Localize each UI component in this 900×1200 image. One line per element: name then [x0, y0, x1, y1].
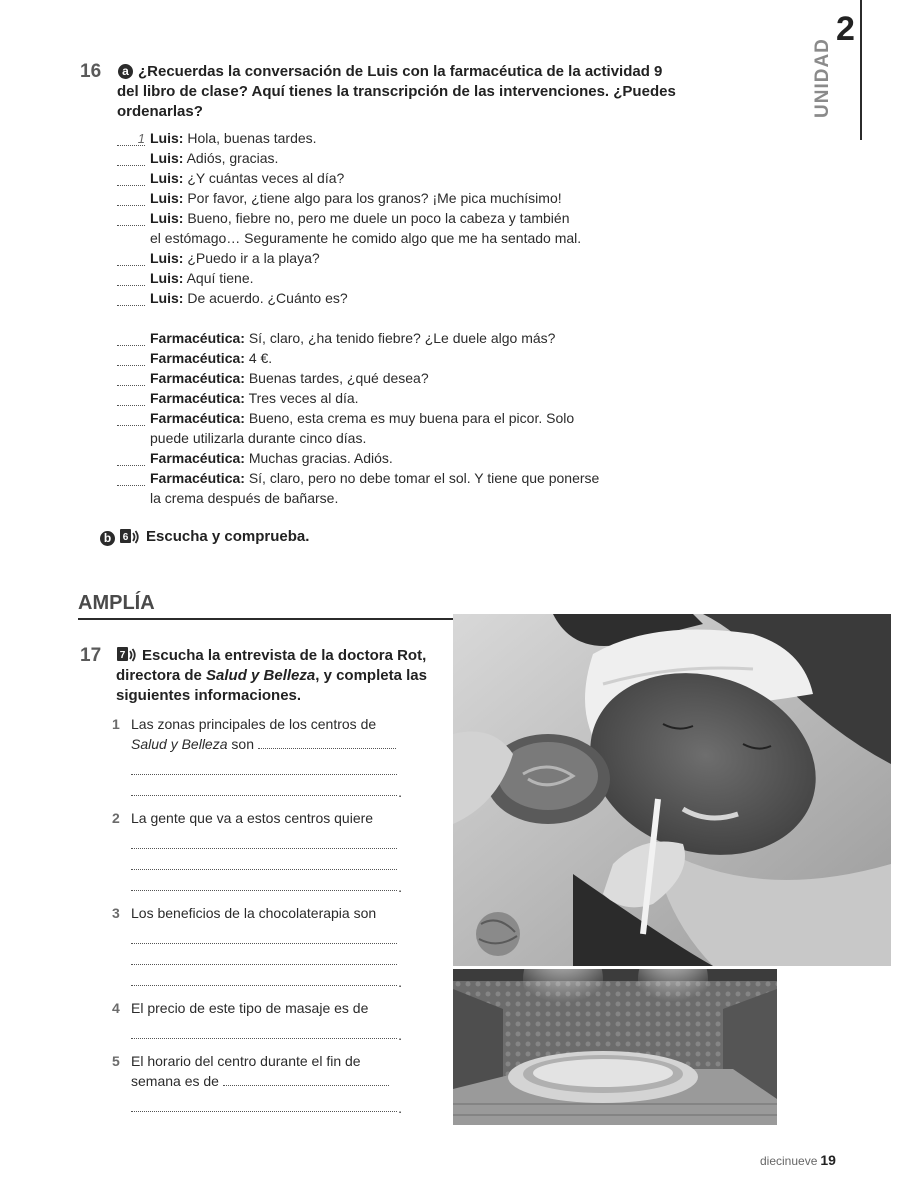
badge-a: a: [118, 64, 133, 79]
pharmacist-line-continuation: puede utilizarla durante cinco días.: [150, 430, 367, 446]
speaker-luis: Luis:: [150, 130, 184, 146]
order-slot[interactable]: [117, 172, 145, 186]
luis-line: [117, 248, 657, 268]
question-item: [112, 808, 412, 891]
page-number: 19: [820, 1152, 836, 1168]
exercise-17-number: 17: [80, 645, 102, 666]
order-slot[interactable]: [117, 292, 145, 306]
exercise-17-items: [112, 714, 412, 1112]
spa-facial-photo: [453, 614, 891, 966]
speaker-luis: Luis:: [150, 270, 184, 286]
speaker-luis: Luis:: [150, 150, 184, 166]
speaker-pharmacist: Farmacéutica:: [150, 350, 245, 366]
prompt-fragment: , y completa las: [315, 667, 427, 684]
badge-b: b: [100, 531, 115, 546]
exercise-16-prompt-cont: [117, 82, 677, 122]
luis-line: [117, 188, 657, 208]
item-text: La gente que va a estos centros quiere: [131, 810, 374, 826]
spa-pool-photo: [453, 969, 777, 1125]
line-text: De acuerdo. ¿Cuánto es?: [187, 290, 348, 306]
answer-line[interactable]: [131, 923, 397, 944]
pharmacist-line: [117, 468, 657, 488]
pharmacist-line-continuation: la crema después de bañarse.: [150, 490, 339, 506]
line-text: 4 €.: [248, 350, 273, 366]
line-text: Aquí tiene.: [186, 270, 254, 286]
luis-line-continuation: el estómago… Seguramente he comido algo que me ha sentado mal.: [150, 230, 582, 246]
question-item: [112, 1051, 412, 1112]
answer-line[interactable]: [131, 828, 397, 849]
section-title: AMPLÍA: [78, 592, 155, 614]
item-number: 2: [112, 810, 120, 826]
magazine-title: Salud y Belleza: [131, 736, 228, 752]
luis-line: [117, 268, 657, 288]
item-number: 5: [112, 1053, 120, 1069]
luis-line: [117, 128, 657, 148]
answer-line[interactable]: [131, 849, 397, 870]
speaker-luis: Luis:: [150, 290, 184, 306]
line-text: Sí, claro, pero no debe tomar el sol. Y tiene que ponerse: [248, 470, 600, 486]
answer-line[interactable]: [131, 965, 397, 986]
unit-number: 2: [836, 10, 855, 48]
luis-line: [117, 168, 657, 188]
prompt-line: [116, 666, 436, 686]
pharmacist-line: [117, 348, 657, 368]
item-text-2: [112, 734, 412, 754]
audio-track-number: 7: [119, 650, 126, 661]
line-text: Bueno, fiebre no, pero me duele un poco la cabeza y también: [187, 210, 570, 226]
pharmacist-line: [117, 388, 657, 408]
order-slot[interactable]: [117, 452, 145, 466]
order-slot[interactable]: [117, 252, 145, 266]
answer-line[interactable]: [131, 1091, 397, 1112]
speaker-pharmacist: Farmacéutica:: [150, 330, 245, 346]
order-slot[interactable]: [117, 372, 145, 386]
check-instruction: Escucha y comprueba.: [146, 528, 310, 545]
question-item: [112, 998, 412, 1039]
line-text: ¿Puedo ir a la playa?: [187, 250, 320, 266]
prompt-line: ¿Recuerdas la conversación de Luis con la farmacéutica de la actividad 9: [138, 63, 663, 80]
item-text-2: [112, 1071, 412, 1091]
item-fragment: son: [227, 736, 254, 752]
speaker-pharmacist: Farmacéutica:: [150, 450, 245, 466]
dialogue-lines: [117, 128, 657, 508]
order-slot[interactable]: [117, 152, 145, 166]
item-text: Los beneficios de la chocolaterapia son: [131, 905, 377, 921]
section-divider: [78, 618, 453, 620]
luis-line: [117, 208, 657, 228]
answer-line[interactable]: [131, 870, 397, 891]
answer-line[interactable]: [131, 944, 397, 965]
speaker-luis: Luis:: [150, 210, 184, 226]
prompt-line: del libro de clase? Aquí tienes la transcripción de las intervenciones. ¿Puedes: [117, 83, 676, 100]
speaker-pharmacist: Farmacéutica:: [150, 410, 245, 426]
unit-label: UNIDAD: [812, 38, 833, 118]
magazine-title: Salud y Belleza: [206, 667, 316, 684]
prompt-line: Escucha la entrevista de la doctora Rot,: [142, 647, 427, 664]
speaker-luis: Luis:: [150, 170, 184, 186]
answer-line[interactable]: [131, 775, 397, 796]
speaker-pharmacist: Farmacéutica:: [150, 390, 245, 406]
item-number: 1: [112, 716, 120, 732]
line-text: Muchas gracias. Adiós.: [248, 450, 393, 466]
line-text: Por favor, ¿tiene algo para los granos? ¡Me pica muchísimo!: [187, 190, 562, 206]
audio-track-number: 6: [122, 532, 129, 543]
line-text: Hola, buenas tardes.: [187, 130, 317, 146]
item-text: Las zonas principales de los centros de: [131, 716, 377, 732]
unit-rule: [860, 0, 862, 140]
item-text: El precio de este tipo de masaje es de: [131, 1000, 369, 1016]
question-item: [112, 903, 412, 986]
pharmacist-line: [117, 448, 657, 468]
page-word: diecinueve: [760, 1154, 818, 1168]
luis-line: [117, 288, 657, 308]
item-number: 4: [112, 1000, 120, 1016]
luis-line: [117, 148, 657, 168]
order-slot[interactable]: [117, 352, 145, 366]
page-footer: [760, 1152, 836, 1168]
line-text: Bueno, esta crema es muy buena para el picor. Solo: [248, 410, 575, 426]
item-text: El horario del centro durante el fin de: [131, 1053, 361, 1069]
audio-speaker-icon[interactable]: [120, 528, 142, 546]
speaker-pharmacist: Farmacéutica:: [150, 370, 245, 386]
exercise-16-prompt: [138, 62, 678, 82]
order-slot[interactable]: [117, 472, 145, 486]
item-number: 3: [112, 905, 120, 921]
order-slot[interactable]: [117, 272, 145, 286]
pharmacist-line: [117, 328, 657, 348]
item-fragment: semana es de: [131, 1073, 219, 1089]
order-slot[interactable]: [117, 412, 145, 426]
pharmacist-line: [117, 408, 657, 428]
order-slot[interactable]: [117, 212, 145, 226]
speaker-luis: Luis:: [150, 250, 184, 266]
prompt-fragment: directora de: [116, 667, 207, 684]
line-text: Adiós, gracias.: [186, 150, 279, 166]
line-text: Tres veces al día.: [248, 390, 359, 406]
line-text: Buenas tardes, ¿qué desea?: [248, 370, 429, 386]
prompt-line: siguientes informaciones.: [116, 687, 302, 704]
order-slot[interactable]: 1: [117, 132, 145, 146]
speaker-luis: Luis:: [150, 190, 184, 206]
order-slot[interactable]: [117, 392, 145, 406]
answer-line[interactable]: [131, 1018, 397, 1039]
answer-blank[interactable]: [258, 736, 396, 749]
exercise-17-prompt: [116, 646, 436, 706]
speaker-pharmacist: Farmacéutica:: [150, 470, 245, 486]
order-slot[interactable]: [117, 192, 145, 206]
question-item: [112, 714, 412, 796]
answer-blank[interactable]: [223, 1073, 389, 1086]
line-text: Sí, claro, ¿ha tenido fiebre? ¿Le duele algo más?: [248, 330, 556, 346]
prompt-line: ordenarlas?: [117, 103, 203, 120]
pharmacist-line: [117, 368, 657, 388]
line-text: ¿Y cuántas veces al día?: [187, 170, 345, 186]
answer-line[interactable]: [131, 754, 397, 775]
exercise-16-number: 16: [80, 61, 102, 82]
order-slot[interactable]: [117, 332, 145, 346]
spacer: [117, 308, 657, 328]
